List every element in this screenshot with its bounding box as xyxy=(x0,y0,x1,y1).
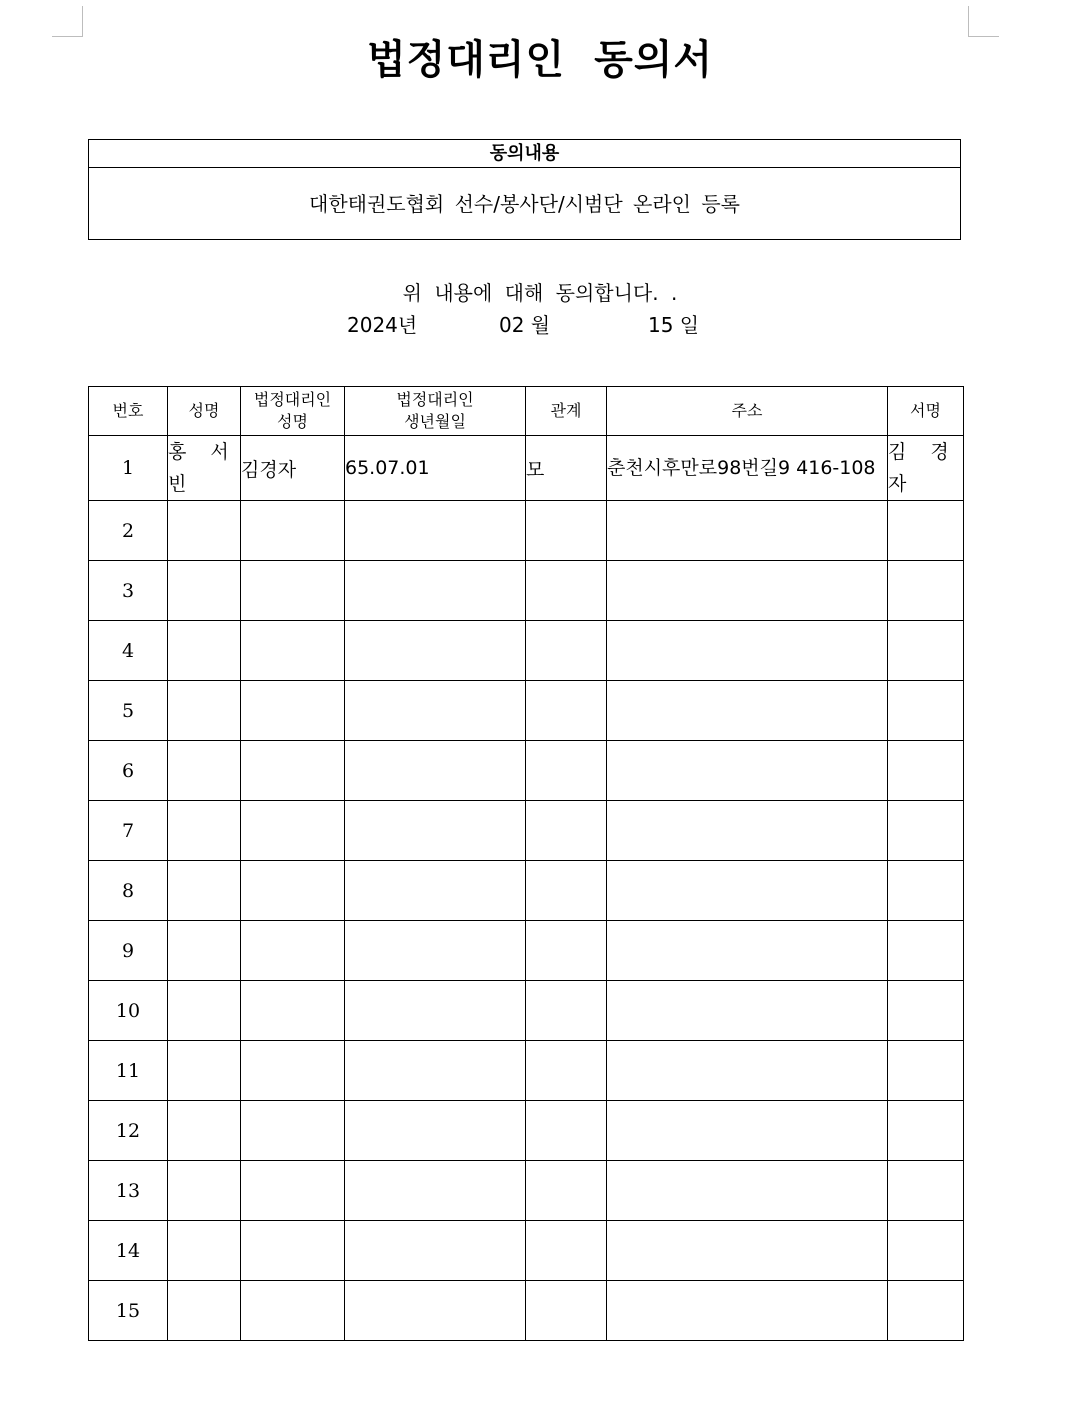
row-no: 12 xyxy=(89,1101,168,1161)
header-signature: 서명 xyxy=(888,387,964,436)
table-row xyxy=(89,741,964,801)
row-address xyxy=(607,681,888,741)
row-relation xyxy=(526,1041,607,1101)
row-guardian-name xyxy=(241,501,345,561)
row-relation xyxy=(526,921,607,981)
row-signature xyxy=(888,561,964,621)
row-relation xyxy=(526,1281,607,1341)
row-address xyxy=(607,1161,888,1221)
agreement-statement: 위 내용에 대해 동의합니다. . xyxy=(402,281,678,305)
row-guardian-birth xyxy=(345,1221,526,1281)
row-name xyxy=(168,681,241,741)
row-relation xyxy=(526,981,607,1041)
table-row xyxy=(89,1101,964,1161)
consent-header: 동의내용 xyxy=(89,140,960,168)
row-signature xyxy=(888,1041,964,1101)
row-guardian-name xyxy=(241,801,345,861)
table-row xyxy=(89,1221,964,1281)
row-signature xyxy=(888,1101,964,1161)
table-row xyxy=(89,436,964,501)
table-row xyxy=(89,1041,964,1101)
row-relation xyxy=(526,561,607,621)
table-header-row xyxy=(89,387,964,436)
row-guardian-name: 김경자 xyxy=(241,436,345,501)
row-signature xyxy=(888,921,964,981)
header-address: 주소 xyxy=(607,387,888,436)
row-guardian-name xyxy=(241,921,345,981)
header-guardian-name-line1: 법정대리인 xyxy=(253,390,332,409)
row-no: 6 xyxy=(89,741,168,801)
agreement-day: 15 일 xyxy=(648,313,700,337)
row-name xyxy=(168,501,241,561)
table-row xyxy=(89,621,964,681)
row-guardian-birth xyxy=(345,561,526,621)
row-guardian-name xyxy=(241,981,345,1041)
header-no: 번호 xyxy=(89,387,168,436)
guardian-table xyxy=(88,386,964,1341)
row-relation xyxy=(526,501,607,561)
row-signature xyxy=(888,621,964,681)
row-guardian-name xyxy=(241,1041,345,1101)
header-guardian-name xyxy=(241,387,345,436)
row-guardian-birth xyxy=(345,981,526,1041)
row-address xyxy=(607,501,888,561)
row-guardian-birth: 65.07.01 xyxy=(345,436,526,501)
row-name xyxy=(168,621,241,681)
table-row xyxy=(89,801,964,861)
consent-content: 대한태권도협회 선수/봉사단/시범단 온라인 등록 xyxy=(309,192,740,216)
row-guardian-name xyxy=(241,621,345,681)
row-relation xyxy=(526,801,607,861)
row-signature xyxy=(888,741,964,801)
row-name xyxy=(168,741,241,801)
row-guardian-birth xyxy=(345,921,526,981)
row-signature xyxy=(888,981,964,1041)
table-row xyxy=(89,981,964,1041)
row-guardian-name xyxy=(241,1101,345,1161)
header-guardian-birth xyxy=(345,387,526,436)
row-no: 2 xyxy=(89,501,168,561)
row-address xyxy=(607,621,888,681)
row-guardian-birth xyxy=(345,1101,526,1161)
row-relation xyxy=(526,1101,607,1161)
row-name xyxy=(168,1281,241,1341)
table-row xyxy=(89,501,964,561)
row-address xyxy=(607,1041,888,1101)
row-no: 3 xyxy=(89,561,168,621)
header-guardian-birth-line2: 생년월일 xyxy=(404,412,466,431)
row-no: 4 xyxy=(89,621,168,681)
table-row xyxy=(89,1161,964,1221)
header-relation: 관계 xyxy=(526,387,607,436)
row-guardian-name xyxy=(241,1221,345,1281)
row-guardian-name xyxy=(241,561,345,621)
table-row xyxy=(89,681,964,741)
row-guardian-birth xyxy=(345,1161,526,1221)
row-signature xyxy=(888,1161,964,1221)
row-relation xyxy=(526,621,607,681)
row-guardian-birth xyxy=(345,801,526,861)
row-no: 8 xyxy=(89,861,168,921)
row-name xyxy=(168,1161,241,1221)
row-guardian-name xyxy=(241,741,345,801)
row-guardian-name xyxy=(241,1281,345,1341)
row-no: 13 xyxy=(89,1161,168,1221)
row-guardian-birth xyxy=(345,1281,526,1341)
row-relation xyxy=(526,1221,607,1281)
table-row xyxy=(89,921,964,981)
row-relation xyxy=(526,741,607,801)
row-name xyxy=(168,1041,241,1101)
row-guardian-birth xyxy=(345,621,526,681)
row-name xyxy=(168,801,241,861)
row-address xyxy=(607,921,888,981)
row-address xyxy=(607,801,888,861)
row-signature: 김 경 자 xyxy=(888,436,964,501)
row-name xyxy=(168,561,241,621)
header-name: 성명 xyxy=(168,387,241,436)
row-name xyxy=(168,981,241,1041)
row-name xyxy=(168,921,241,981)
agreement-month: 02 월 xyxy=(499,313,551,337)
row-address xyxy=(607,1101,888,1161)
row-address xyxy=(607,861,888,921)
row-no: 9 xyxy=(89,921,168,981)
row-name xyxy=(168,1101,241,1161)
row-guardian-birth xyxy=(345,861,526,921)
row-name: 홍 서 빈 xyxy=(168,436,241,501)
row-no: 10 xyxy=(89,981,168,1041)
row-address xyxy=(607,1281,888,1341)
row-no: 1 xyxy=(89,436,168,501)
row-no: 14 xyxy=(89,1221,168,1281)
row-address xyxy=(607,981,888,1041)
row-signature xyxy=(888,801,964,861)
row-relation: 모 xyxy=(526,436,607,501)
consent-box xyxy=(88,139,961,240)
header-guardian-birth-line1: 법정대리인 xyxy=(396,390,474,409)
row-guardian-name xyxy=(241,1161,345,1221)
document-title: 법정대리인 동의서 xyxy=(366,37,714,83)
row-signature xyxy=(888,1221,964,1281)
row-address xyxy=(607,1221,888,1281)
agreement-year: 2024년 xyxy=(347,313,418,337)
row-guardian-birth xyxy=(345,501,526,561)
row-relation xyxy=(526,1161,607,1221)
table-row xyxy=(89,861,964,921)
row-address: 춘천시후만로98번길9 416-108 xyxy=(607,436,888,501)
row-signature xyxy=(888,681,964,741)
row-signature xyxy=(888,501,964,561)
row-guardian-name xyxy=(241,861,345,921)
row-signature xyxy=(888,861,964,921)
row-name xyxy=(168,1221,241,1281)
row-guardian-birth xyxy=(345,741,526,801)
row-guardian-birth xyxy=(345,681,526,741)
table-row xyxy=(89,1281,964,1341)
row-no: 15 xyxy=(89,1281,168,1341)
row-name xyxy=(168,861,241,921)
row-signature xyxy=(888,1281,964,1341)
header-guardian-name-line2: 성명 xyxy=(277,412,308,431)
row-no: 5 xyxy=(89,681,168,741)
row-guardian-birth xyxy=(345,1041,526,1101)
table-row xyxy=(89,561,964,621)
row-relation xyxy=(526,681,607,741)
row-address xyxy=(607,741,888,801)
row-address xyxy=(607,561,888,621)
row-no: 11 xyxy=(89,1041,168,1101)
row-relation xyxy=(526,861,607,921)
row-guardian-name xyxy=(241,681,345,741)
row-no: 7 xyxy=(89,801,168,861)
